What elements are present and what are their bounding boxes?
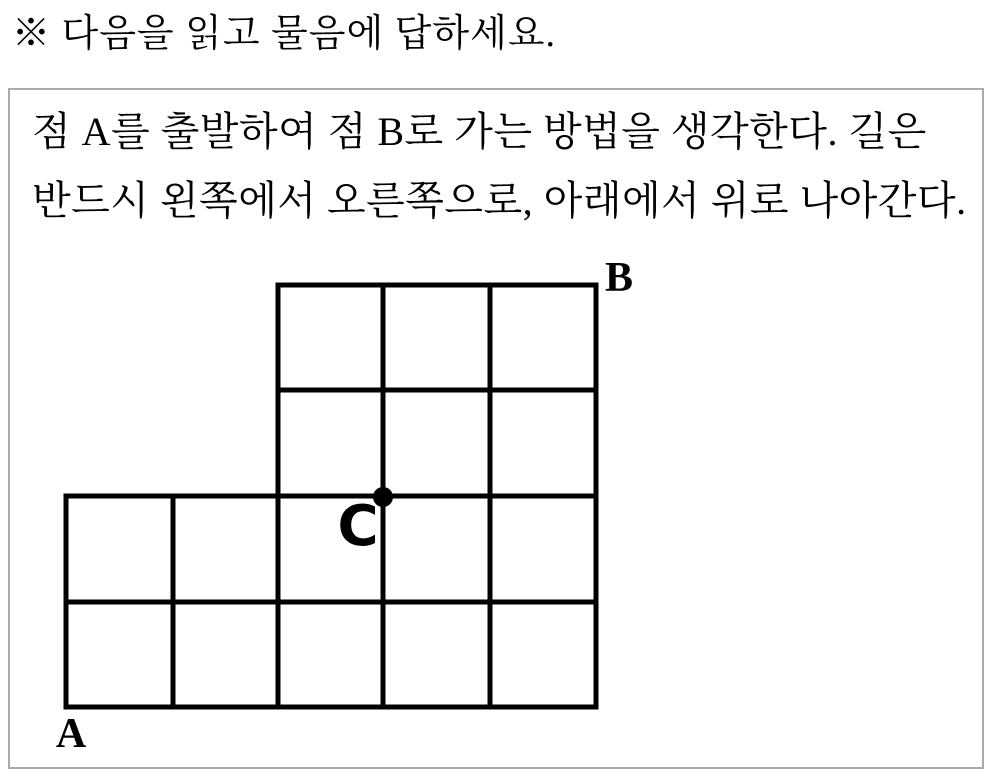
point-label-c: C [337,494,379,559]
point-label-b: B [604,255,634,301]
statement-line-1: 점 A를 출발하여 점 B로 가는 방법을 생각한다. 길은 [32,109,927,154]
instruction-text: ※ 다음을 읽고 물음에 답하세요. [12,13,556,55]
statement-line-2: 반드시 왼쪽에서 오른쪽으로, 아래에서 위로 나아간다. [32,178,967,223]
point-label-a: A [55,711,87,757]
